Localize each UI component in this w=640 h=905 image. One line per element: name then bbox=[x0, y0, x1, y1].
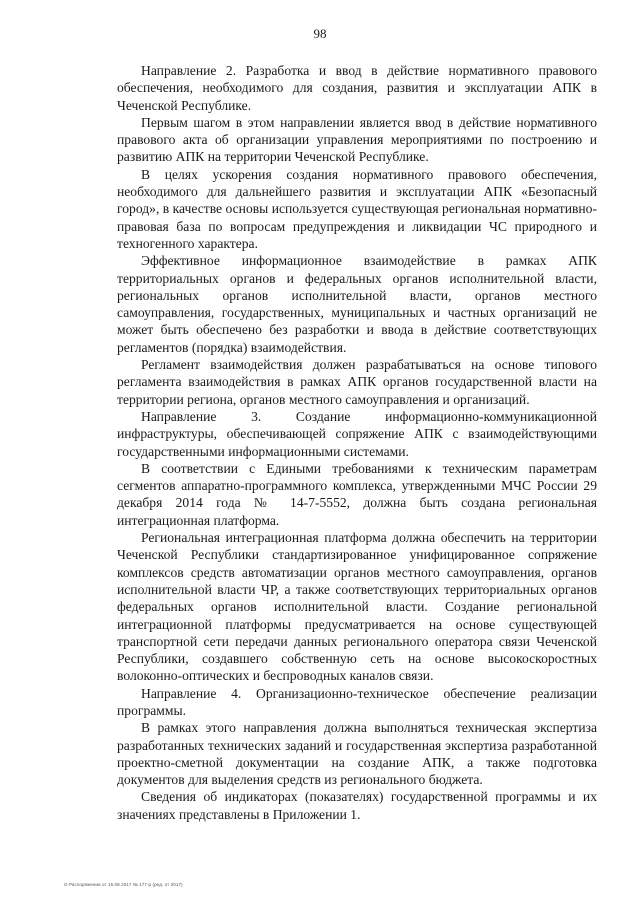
paragraph: Региональная интеграционная платформа должна обеспечить на территории Чеченской Республики стандартизированное унифицированное сопряжение комплексов средств автоматизации органов местного самоуправления, органов исполнительной власти ЧР, а также соответствующих территориальных органов федеральных органов исполнительной власти. Создание региональной интеграционной платформы предусматривается на основе существующей транспортной сети передачи данных регионального оператора связи Чеченской Республики, создавшего собственную сеть на основе высокоскоростных волоконно-оптических и беспроводных каналов связи. bbox=[117, 530, 597, 684]
paragraph: Регламент взаимодействия должен разрабатываться на основе типового регламента взаимодействия в рамках АПК органов государственной власти на территории региона, органов местного самоуправления и организаций. bbox=[117, 357, 597, 407]
document-body bbox=[117, 62, 597, 823]
paragraph: В соответствии с Едиными требованиями к техническим параметрам сегментов аппаратно-программного комплекса, утвержденными МЧС России 29 декабря 2014 года № 14-7-5552, должна быть создана региональная интеграционная платформа. bbox=[117, 460, 597, 528]
paragraph: В рамках этого направления должна выполняться техническая экспертиза разработанных технических заданий и государственная экспертиза разработанной проектно-сметной документации на создание АПК, а также подготовка документов для выделения средств из регионального бюджета. bbox=[117, 720, 597, 788]
footer-stamp: О Распоряжении от 15.08.2017 № 177-р (ред. от 2017) bbox=[64, 882, 183, 887]
paragraph-direction-2: Направление 2. Разработка и ввод в действие нормативного правового обеспечения, необходимого для создания, развития и эксплуатации АПК в Чеченской Республике. bbox=[117, 63, 597, 113]
paragraph: Первым шагом в этом направлении является ввод в действие нормативного правового акта об организации управления мероприятиями по построению и развитию АПК на территории Чеченской Республике. bbox=[117, 114, 597, 165]
paragraph: Эффективное информационное взаимодействие в рамках АПК территориальных органов и федеральных органов исполнительной власти, региональных органов исполнительной власти, органов местного самоуправления, государственных, муниципальных и частных организаций не может быть обеспечено без разработки и ввода в действие соответствующих регламентов (порядка) взаимодействия. bbox=[117, 253, 597, 355]
page-number: 98 bbox=[313, 26, 327, 41]
paragraph-direction-3: Направление 3. Создание информационно-коммуникационной инфраструктуры, обеспечивающей сопряжение АПК с взаимодействующими государственными информационными системами. bbox=[117, 408, 597, 459]
paragraph: Сведения об индикаторах (показателях) государственной программы и их значениях представлены в Приложении 1. bbox=[117, 789, 597, 822]
paragraph-direction-4: Направление 4. Организационно-техническое обеспечение реализации программы. bbox=[117, 685, 597, 718]
paragraph: В целях ускорения создания нормативного правового обеспечения, необходимого для дальнейшего развития и эксплуатации АПК «Безопасный город», в качестве основы используется существующая региональная нормативно-правовая база по вопросам предупреждения и ликвидации ЧС природного и техногенного характера. bbox=[117, 166, 597, 251]
